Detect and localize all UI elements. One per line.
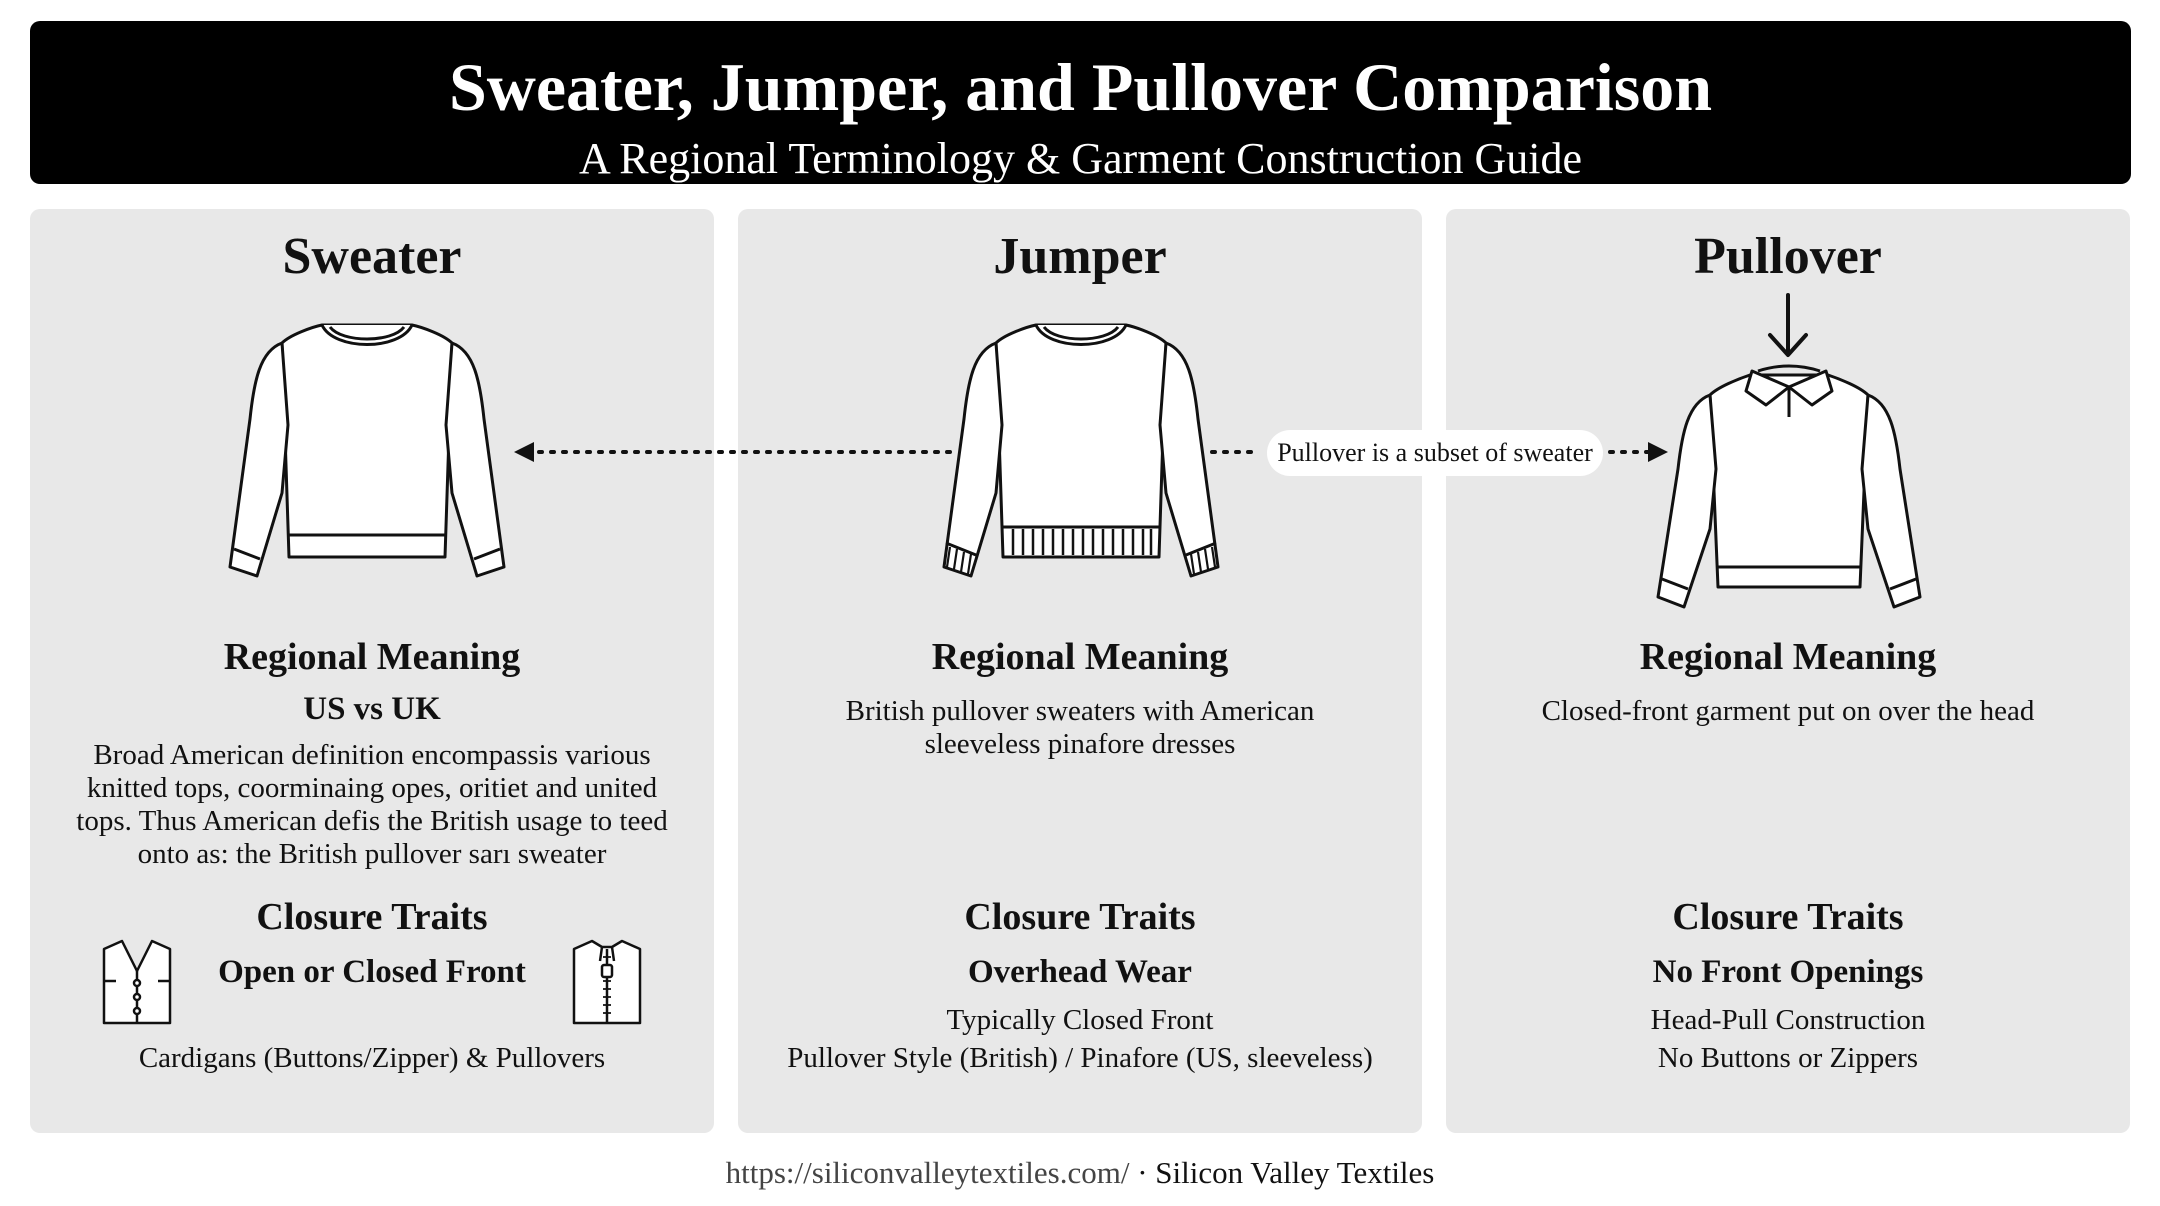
closure-heading: Closure Traits bbox=[1672, 896, 1904, 938]
footer-brand: Silicon Valley Textiles bbox=[1155, 1155, 1435, 1190]
regional-heading: Regional Meaning bbox=[1639, 636, 1937, 678]
regional-heading: Regional Meaning bbox=[223, 636, 521, 678]
footer-separator: · bbox=[1137, 1155, 1148, 1190]
closure-heading: Closure Traits bbox=[964, 896, 1196, 938]
arrowhead-left-icon bbox=[514, 442, 534, 462]
closure-line: Pullover Style (British) / Pinafore (US, sleeveless) bbox=[787, 1042, 1373, 1074]
regional-description: British pullover sweaters with American sleeveless pinafore dresses bbox=[845, 695, 1315, 760]
regional-subheading: US vs UK bbox=[303, 691, 441, 727]
closure-subheading: Overhead Wear bbox=[968, 954, 1192, 990]
closure-line: No Buttons or Zippers bbox=[1657, 1042, 1919, 1074]
connector-label: Pullover is a subset of sweater bbox=[1267, 430, 1603, 476]
regional-description: Closed-front garment put on over the head bbox=[1541, 695, 2035, 727]
panel-title: Jumper bbox=[993, 228, 1167, 285]
closure-line: Head-Pull Construction bbox=[1650, 1004, 1926, 1036]
panel-title: Sweater bbox=[282, 228, 462, 285]
regional-heading: Regional Meaning bbox=[931, 636, 1229, 678]
panel-title: Pullover bbox=[1694, 228, 1882, 285]
closure-line: Typically Closed Front bbox=[946, 1004, 1214, 1036]
arrowhead-right-icon bbox=[1648, 442, 1668, 462]
footer bbox=[0, 1157, 2160, 1188]
closure-line: Cardigans (Buttons/Zipper) & Pullovers bbox=[138, 1042, 606, 1074]
closure-subheading: Open or Closed Front bbox=[218, 954, 526, 990]
page-subtitle: A Regional Terminology & Garment Construction Guide bbox=[578, 134, 1583, 183]
footer-url[interactable]: https://siliconvalleytextiles.com/ bbox=[725, 1155, 1130, 1190]
regional-description: Broad American definition encompassis various knitted tops, coorminaing opes, oritiet and united tops. Thus American defis the British usage to teed onto as: the British pullover sarı sweater bbox=[76, 739, 668, 870]
page-title: Sweater, Jumper, and Pullover Comparison bbox=[448, 49, 1713, 125]
closure-heading: Closure Traits bbox=[256, 896, 488, 938]
closure-subheading: No Front Openings bbox=[1652, 954, 1924, 990]
